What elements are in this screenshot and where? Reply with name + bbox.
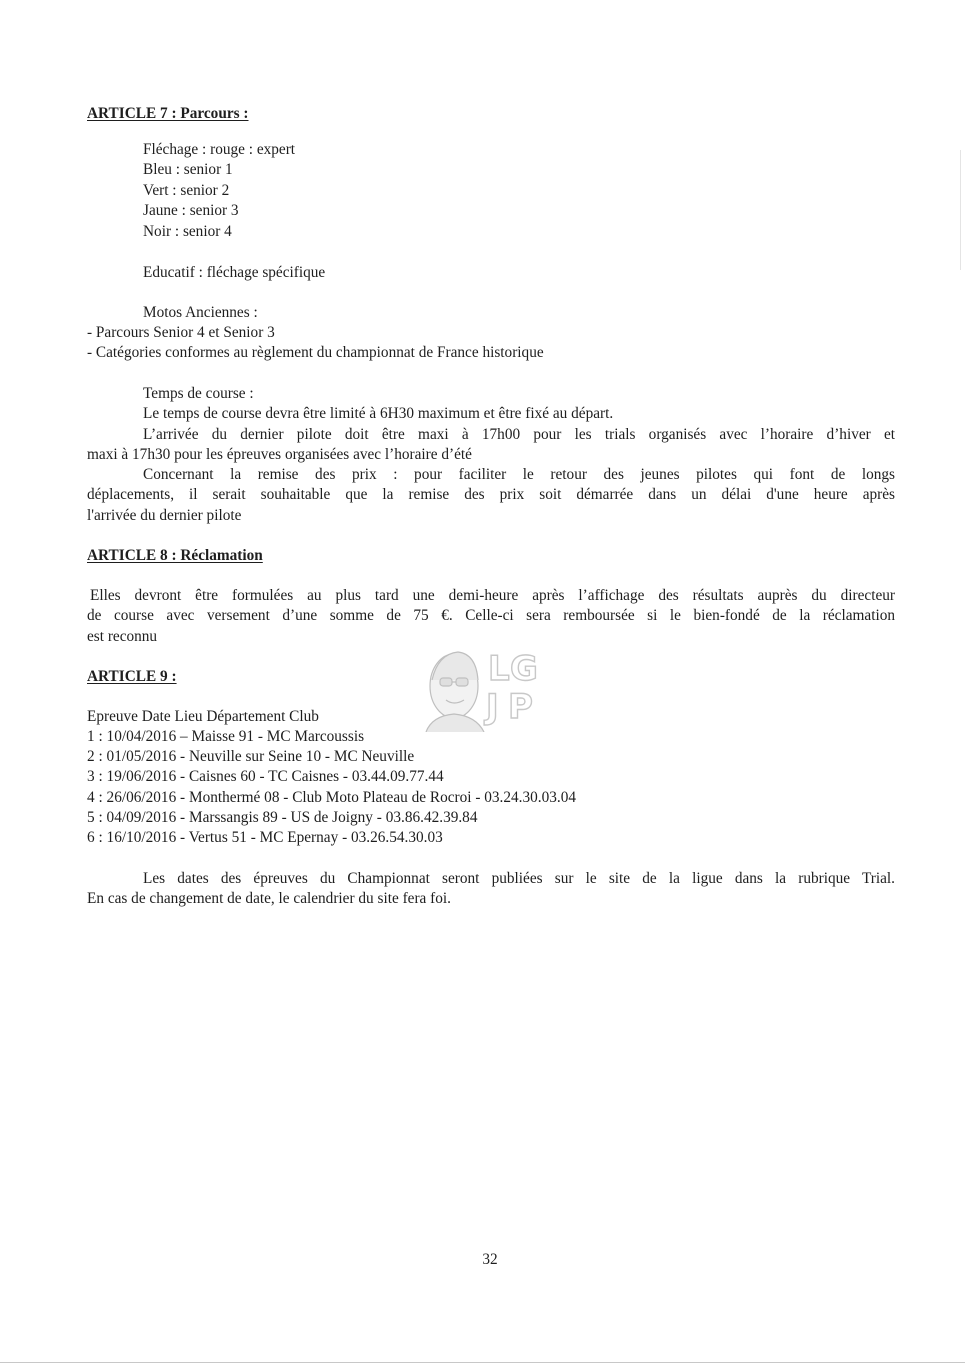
arrivee-paragraph-line: maxi à 17h30 pour les épreuves organisées avec l’horaire d’été [87, 446, 472, 463]
dates-paragraph-line: Les dates des épreuves du Championnat seront publiées sur le site de la ligue dans la rubrique Trial. [143, 870, 895, 887]
motos-anciennes-item: - Catégories conformes au règlement du championnat de France historique [87, 344, 544, 361]
svg-text:P: P [508, 687, 533, 727]
educatif-line: Educatif : fléchage spécifique [143, 264, 326, 281]
flechage-line: Vert : senior 2 [143, 182, 230, 199]
svg-text:J: J [486, 687, 499, 727]
watermark-logo [418, 640, 546, 732]
reclamation-paragraph-line: est reconnu [87, 628, 158, 645]
page-bottom-edge [0, 1362, 965, 1363]
event-row: 3 : 19/06/2016 - Caisnes 60 - TC Caisnes - 03.44.09.77.44 [87, 768, 444, 785]
remise-prix-paragraph-line: déplacements, il serait souhaitable que la remise des prix soit démarrée dans un délai d'une heure après [87, 486, 895, 503]
dates-paragraph-line: En cas de changement de date, le calendrier du site fera foi. [87, 890, 451, 907]
article-7-heading: ARTICLE 7 : Parcours : [87, 105, 249, 122]
flechage-line: Noir : senior 4 [143, 223, 232, 240]
article-8-heading: ARTICLE 8 : Réclamation [87, 547, 263, 564]
temps-de-course-line: Le temps de course devra être limité à 6H30 maximum et être fixé au départ. [143, 405, 614, 422]
svg-text:G: G [510, 649, 538, 689]
motos-anciennes-title: Motos Anciennes : [143, 304, 258, 321]
portrait-logo-icon [418, 640, 546, 732]
events-table-header: Epreuve Date Lieu Département Club [87, 708, 319, 725]
event-row: 6 : 16/10/2016 - Vertus 51 - MC Epernay - 03.26.54.30.03 [87, 829, 443, 846]
flechage-line: Bleu : senior 1 [143, 161, 233, 178]
remise-prix-paragraph-line: Concernant la remise des prix : pour faciliter le retour des jeunes pilotes qui font de longs [143, 466, 895, 483]
svg-text:L: L [488, 649, 510, 689]
scan-edge-mark [960, 150, 961, 270]
reclamation-paragraph-line: de course avec versement d’une somme de 75 €. Celle-ci sera remboursée si le bien-fondé de la réclamation [87, 607, 895, 624]
event-row: 4 : 26/06/2016 - Monthermé 08 - Club Moto Plateau de Rocroi - 03.24.30.03.04 [87, 789, 577, 806]
event-row: 1 : 10/04/2016 – Maisse 91 - MC Marcoussis [87, 728, 365, 745]
temps-de-course-title: Temps de course : [143, 385, 254, 402]
arrivee-paragraph-line: L’arrivée du dernier pilote doit être maxi à 17h00 pour les trials organisés avec l’horaire d’hiver et [143, 426, 895, 443]
motos-anciennes-item: - Parcours Senior 4 et Senior 3 [87, 324, 275, 341]
reclamation-paragraph-line: Elles devront être formulées au plus tard une demi-heure après l’affichage des résultats auprès du directeur [90, 587, 895, 604]
event-row: 5 : 04/09/2016 - Marssangis 89 - US de Joigny - 03.86.42.39.84 [87, 809, 478, 826]
remise-prix-paragraph-line: l'arrivée du dernier pilote [87, 507, 242, 524]
article-9-heading: ARTICLE 9 : [87, 668, 177, 685]
page-number: 32 [482, 1251, 498, 1268]
event-row: 2 : 01/05/2016 - Neuville sur Seine 10 - MC Neuville [87, 748, 415, 765]
flechage-line: Fléchage : rouge : expert [143, 141, 296, 158]
flechage-line: Jaune : senior 3 [143, 202, 239, 219]
